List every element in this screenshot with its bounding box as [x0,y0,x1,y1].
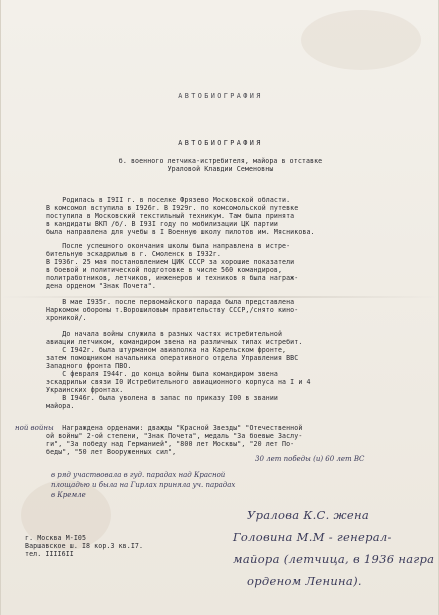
paper-stain [301,10,421,70]
body-line: майора. [46,402,75,410]
subtitle-line-2: Ураловой Клавдии Семеновны [167,165,274,173]
awards-line: беды", "50 лет Вооруженных сил", [46,448,177,456]
body-line: была направлена для учебы в I Военную школу пилотов им. Мясникова. [46,228,315,236]
handwritten-signature-note-line: Уралова К.С. жена [247,508,370,522]
body-line: затем помощником начальника оперативного отдела Управления ВВС [46,354,299,362]
body-line: поступила в Московский текстильный техникум. Там была принята [46,212,295,220]
body-line: В комсомол вступила в I926г. В I929г. по комсомольской путевке [46,204,299,212]
body-line: В I946г. была уволена в запас по приказу I00 в звании [46,394,278,402]
body-line: В мае I935г. после первомайского парада была представлена [46,298,295,306]
handwritten-signature-note-line: майора (летчица, в 1936 награ [233,552,435,566]
document-title: АВТОБИОГРАФИЯ [178,139,263,147]
address-line: г. Москва М-I05 [25,534,87,542]
awards-line: Награждена орденами: дважды "Красной Звезды" "Отечественной [46,424,303,432]
address-line: Варшавское ш. I8 кор.3 кв.I7. [25,542,144,550]
subtitle-line-1: б. военного летчика-истребителя, майора в отставке [118,157,323,165]
body-line: Наркомом обороны т.Ворошиловым правительству СССР,/снято кино- [46,306,299,314]
body-line: В I936г. 25 мая постановлением ЦИК СССР за хорошие показатели [46,258,295,266]
handwritten-note-line: в Кремле [51,491,86,499]
handwritten-signature-note-line: Головина М.М - генерал- [233,530,392,544]
address-line: тел. IIII6II [25,550,74,558]
body-line: в кандидаты ВКП /б/. В I93I году по мобилизации ЦК партии [46,220,278,228]
awards-line: ги", "За победу над Германией", "800 лет Москвы", "20 лет По- [46,440,295,448]
body-line: хроникой/. [46,314,87,322]
body-line: бительную эскадрилью в г. Смоленск в I932г. [46,250,221,258]
body-line: Украинских фронтах. [46,386,124,394]
body-line: в боевой и политической подготовке в числе 560 командиров, [46,266,283,274]
handwritten-note-line: площадью и была на Гирлах приняла уч. парадах [51,481,236,489]
body-line: эскадрильи связи I0 Истребительного авиационного корпуса на I и 4 [46,378,311,386]
body-line: политработников, летчиков, инженеров и техников я была награж- [46,274,299,282]
page-header: АВТОБИОГРАФИЯ [178,92,263,100]
body-line: С февраля I944г. до конца войны была командиром звена [46,370,278,378]
handwritten-signature-note-line: орденом Ленина). [247,574,362,588]
handwritten-margin-note: ной войны [15,424,54,432]
body-line: До начала войны служила в разных частях истребительной [46,330,283,338]
handwritten-inline-note: 30 лет победы (и) 60 лет ВС [255,455,365,463]
handwritten-note-line: в ряд участвовала в гуд. парадах над Красной [51,471,226,479]
body-line: Западного фронта ПВО. [46,362,132,370]
awards-line: ой войны" 2-ой степени, "Знак Почета", медаль "За боевые Заслу- [46,432,303,440]
body-line: дена орденом "Знак Почета". [46,282,156,290]
body-line: После успешного окончания школы была направлена в истре- [46,242,291,250]
body-line: С I942г. была штурманом авиаполка на Карельском фронте, [46,346,287,354]
body-line: Родилась в I9II г. в поселке Фрязево Московской области. [46,196,291,204]
body-line: авиации летчиком, командиром звена на различных типах истребит. [46,338,303,346]
